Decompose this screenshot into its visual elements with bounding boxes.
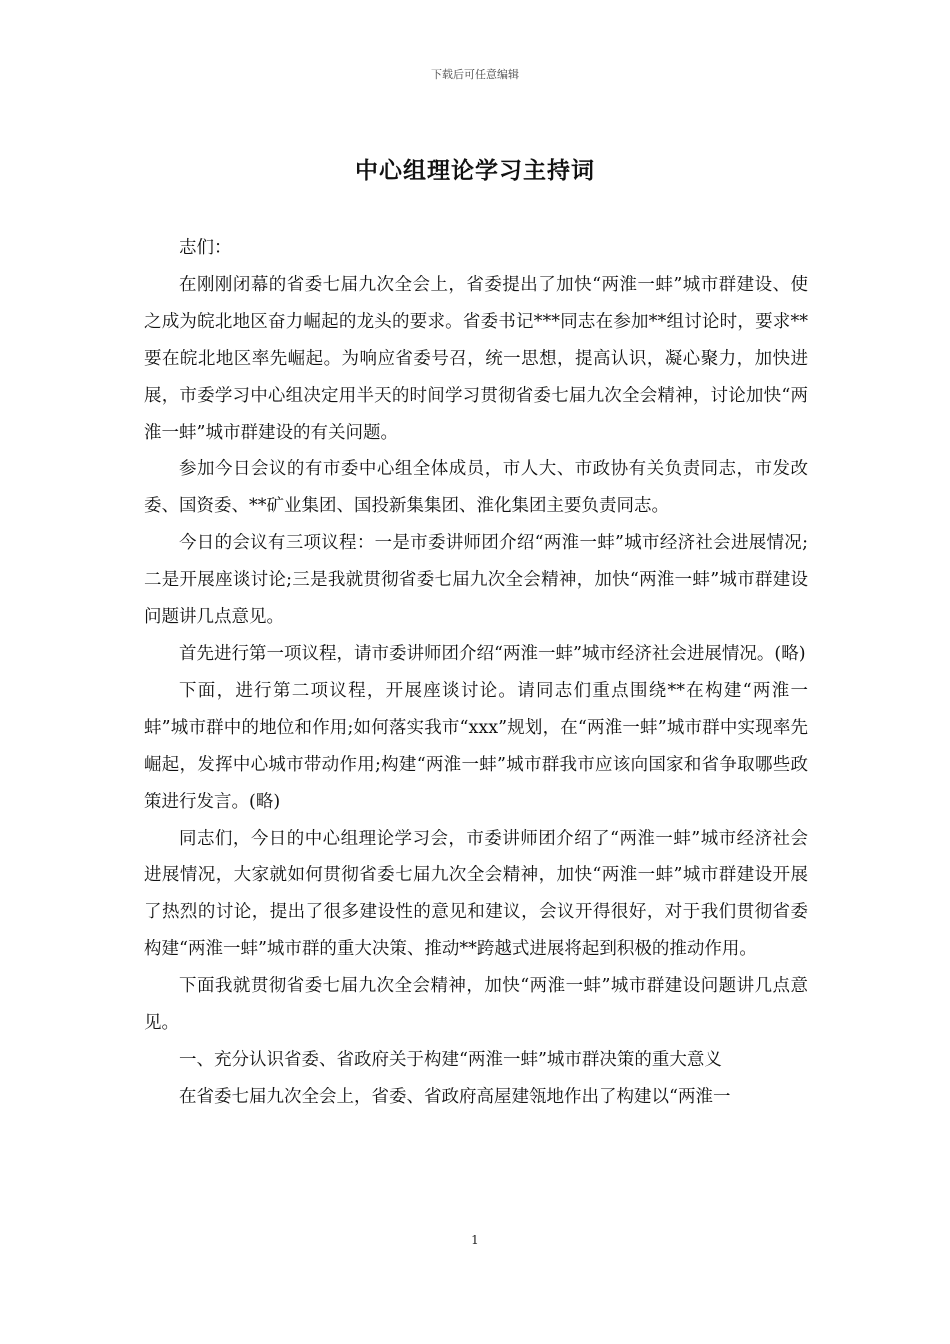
section-heading: 一、充分认识省委、省政府关于构建“两淮一蚌”城市群决策的重大意义 xyxy=(179,1049,722,1070)
paragraph: 参加今日会议的有市委中心组全体成员，市人大、市政协有关负责同志，市发改委、国资委、**矿业集团、国投新集集团、淮化集团主要负责同志。 xyxy=(144,459,808,517)
paragraph: 在刚刚闭幕的省委七届九次全会上，省委提出了加快“两淮一蚌”城市群建设、使之成为皖北地区奋力崛起的龙头的要求。省委书记***同志在参加**组讨论时，要求**要在皖北地区率先崛起。为响应省委号召，统一思想，提高认识，凝心聚力，加快进展，市委学习中心组决定用半天的时间学习贯彻省委七届九次全会精神，讨论加快“两淮一蚌”城市群建设的有关问题。 xyxy=(144,274,808,443)
paragraph: 今日的会议有三项议程：一是市委讲师团介绍“两淮一蚌”城市经济社会进展情况;二是开展座谈讨论;三是我就贯彻省委七届九次全会精神，加快“两淮一蚌”城市群建设问题讲几点意见。 xyxy=(144,533,808,628)
page-number: 1 xyxy=(471,1233,479,1247)
document-title: 中心组理论学习主持词 xyxy=(355,157,595,184)
document-body xyxy=(144,230,808,1116)
paragraph: 在省委七届九次全会上，省委、省政府高屋建瓴地作出了构建以“两淮一 xyxy=(179,1086,731,1107)
paragraph-greeting: 志们： xyxy=(179,238,232,258)
paragraph: 首先进行第一项议程，请市委讲师团介绍“两淮一蚌”城市经济社会进展情况。(略) xyxy=(179,643,806,664)
paragraph: 下面我就贯彻省委七届九次全会精神，加快“两淮一蚌”城市群建设问题讲几点意见。 xyxy=(144,976,808,1034)
paragraph: 下面，进行第二项议程，开展座谈讨论。请同志们重点围绕**在构建“两淮一蚌”城市群中的地位和作用;如何落实我市“xxx”规划，在“两淮一蚌”城市群中实现率先崛起，发挥中心城市带动作用;构建“两淮一蚌”城市群我市应该向国家和省争取哪些政策进行发言。(略) xyxy=(144,680,808,812)
paragraph: 同志们，今日的中心组理论学习会，市委讲师团介绍了“两淮一蚌”城市经济社会进展情况，大家就如何贯彻省委七届九次全会精神，加快“两淮一蚌”城市群建设开展了热烈的讨论，提出了很多建设性的意见和建议，会议开得很好，对于我们贯彻省委构建“两淮一蚌”城市群的重大决策、推动**跨越式进展将起到积极的推动作用。 xyxy=(144,828,808,960)
page-header-note: 下载后可任意编辑 xyxy=(431,68,519,81)
